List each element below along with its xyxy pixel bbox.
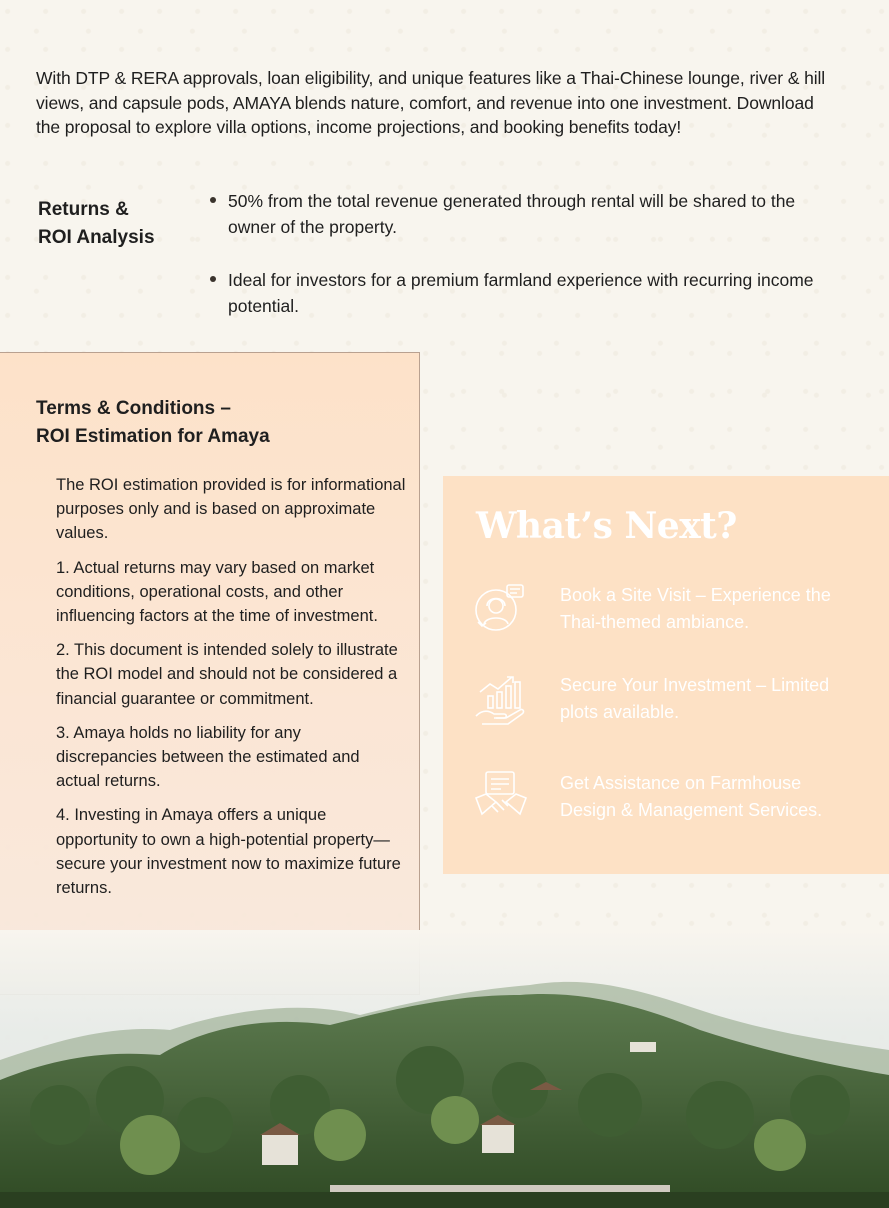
next-item-text: Secure Your Investment – Limited plots available. [560, 675, 830, 722]
next-item-text: Book a Site Visit – Experience the Thai-themed ambiance. [560, 585, 831, 632]
intro-paragraph: With DTP & RERA approvals, loan eligibility, and unique features like a Thai-Chinese lounge, river & hill views, and capsule pods, AMAYA blends nature, comfort, and revenue into one investment. Download the proposal to explore villa options, income projections, and booking benefits today! [36, 68, 826, 137]
terms-title-line2: ROI Estimation for Amaya [36, 426, 270, 447]
terms-title-line1: Terms & Conditions – [36, 398, 231, 419]
roi-bullet-text: 50% from the total revenue generated through rental will be shared to the owner of the property. [228, 191, 796, 237]
terms-item-2: 2. This document is intended solely to illustrate the ROI model and should not be considered a financial guarantee or commitment. [56, 641, 398, 708]
terms-intro: The ROI estimation provided is for informational purposes only and is based on approximate values. [56, 476, 406, 543]
roi-bullet-list [207, 188, 837, 319]
roi-heading [38, 196, 198, 252]
roi-bullet [207, 267, 837, 319]
growth-chart-hand-icon [474, 672, 528, 726]
terms-body [56, 473, 406, 910]
support-agent-icon [474, 582, 528, 636]
terms-item-4: 4. Investing in Amaya offers a unique opportunity to own a high-potential property—secure your investment now to maximize future returns. [56, 806, 401, 898]
handshake-document-icon [474, 770, 528, 824]
roi-heading-line1: Returns & [38, 199, 129, 220]
whats-next-title: What’s Next? [476, 505, 737, 547]
hillside-landscape-image [0, 930, 889, 1208]
terms-item-1: 1. Actual returns may vary based on market conditions, operational costs, and other influencing factors at the time of investment. [56, 558, 378, 626]
roi-bullet-text: Ideal for investors for a premium farmland experience with recurring income potential. [228, 270, 814, 316]
next-item-text: Get Assistance on Farmhouse Design & Management Services. [560, 773, 823, 820]
bullet-dot-icon [210, 276, 216, 282]
roi-heading-line2: ROI Analysis [38, 227, 155, 248]
roi-bullet [207, 188, 837, 240]
bullet-dot-icon [210, 197, 216, 203]
terms-item-3: 3. Amaya holds no liability for any discrepancies between the estimated and actual returns. [56, 723, 360, 791]
terms-title [36, 395, 270, 451]
